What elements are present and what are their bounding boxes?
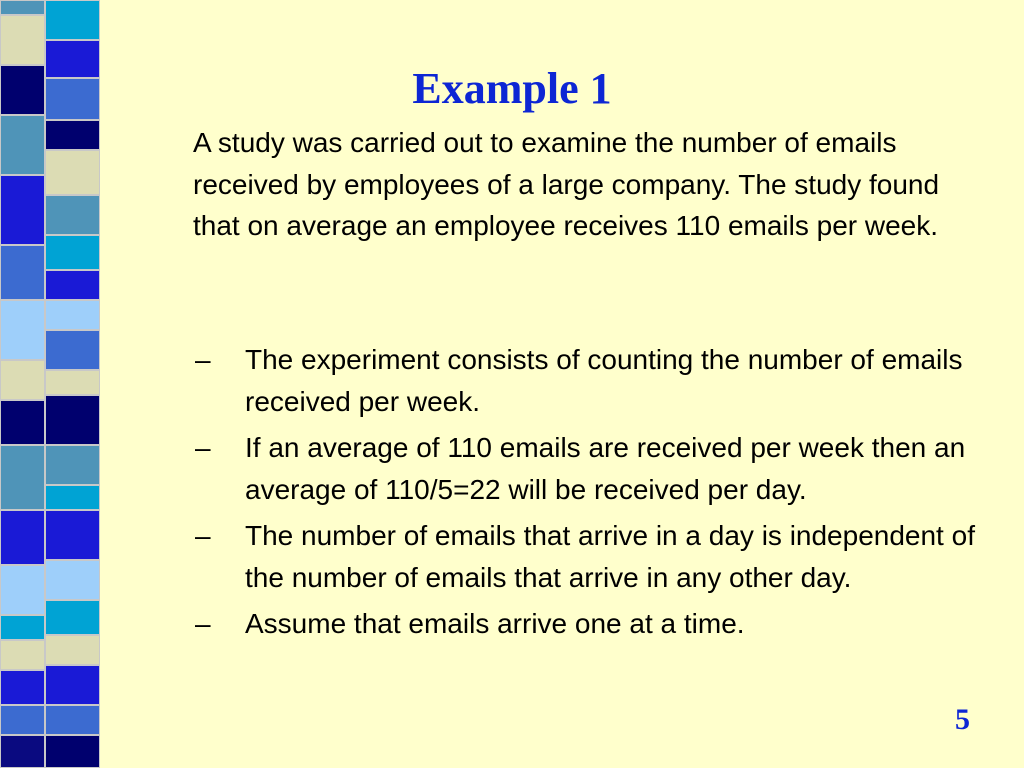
stripe-block bbox=[0, 510, 45, 565]
dash-marker: – bbox=[195, 432, 211, 463]
stripe-block bbox=[0, 175, 45, 245]
stripe-block bbox=[0, 300, 45, 360]
bullet-text: The experiment consists of counting the number of emails received per week. bbox=[245, 344, 963, 417]
dash-marker: – bbox=[195, 344, 211, 375]
bullet-list bbox=[193, 339, 993, 650]
stripe-block bbox=[0, 705, 45, 735]
stripe-block bbox=[45, 600, 100, 635]
intro-paragraph: A study was carried out to examine the number of emails received by employees of a large company. The study found that on average an employee receives 110 emails per week. bbox=[193, 127, 940, 241]
stripe-block bbox=[45, 665, 100, 705]
stripe-block bbox=[0, 245, 45, 300]
stripe-block bbox=[45, 120, 100, 150]
dash-marker: – bbox=[195, 520, 211, 551]
stripe-block bbox=[45, 735, 100, 768]
stripe-block bbox=[45, 705, 100, 735]
bullet-item bbox=[193, 427, 993, 510]
stripe-block bbox=[45, 0, 100, 40]
dash-marker: – bbox=[195, 608, 211, 639]
page-number: 5 bbox=[955, 703, 970, 736]
stripe-block bbox=[45, 485, 100, 510]
stripe-block bbox=[45, 445, 100, 485]
stripe-block bbox=[0, 360, 45, 400]
stripe-block bbox=[0, 565, 45, 615]
stripe-block bbox=[45, 235, 100, 270]
bullet-item bbox=[193, 603, 993, 645]
stripe-block bbox=[0, 15, 45, 65]
stripe-block bbox=[45, 560, 100, 600]
bullet-text: If an average of 110 emails are received per week then an average of 110/5=22 will be received per day. bbox=[245, 432, 966, 505]
stripe-block bbox=[0, 400, 45, 445]
stripe-block bbox=[0, 445, 45, 510]
stripe-block bbox=[45, 150, 100, 195]
stripe-block bbox=[45, 300, 100, 330]
stripe-block bbox=[0, 735, 45, 768]
stripe-block bbox=[45, 370, 100, 395]
bullet-item bbox=[193, 339, 993, 422]
bullet-text: The number of emails that arrive in a day is independent of the number of emails that arrive in any other day. bbox=[245, 520, 975, 593]
stripe-block bbox=[0, 0, 45, 15]
bullet-text: Assume that emails arrive one at a time. bbox=[245, 608, 745, 639]
stripe-block bbox=[45, 510, 100, 560]
stripe-block bbox=[45, 270, 100, 300]
slide-title: Example 1 bbox=[412, 64, 612, 114]
stripe-block bbox=[45, 195, 100, 235]
stripe-block bbox=[45, 395, 100, 445]
stripe-block bbox=[0, 115, 45, 175]
stripe-block bbox=[0, 615, 45, 640]
stripe-block bbox=[0, 670, 45, 705]
stripe-block bbox=[0, 640, 45, 670]
bullet-item bbox=[193, 515, 993, 598]
stripe-block bbox=[45, 635, 100, 665]
stripe-block bbox=[45, 330, 100, 370]
